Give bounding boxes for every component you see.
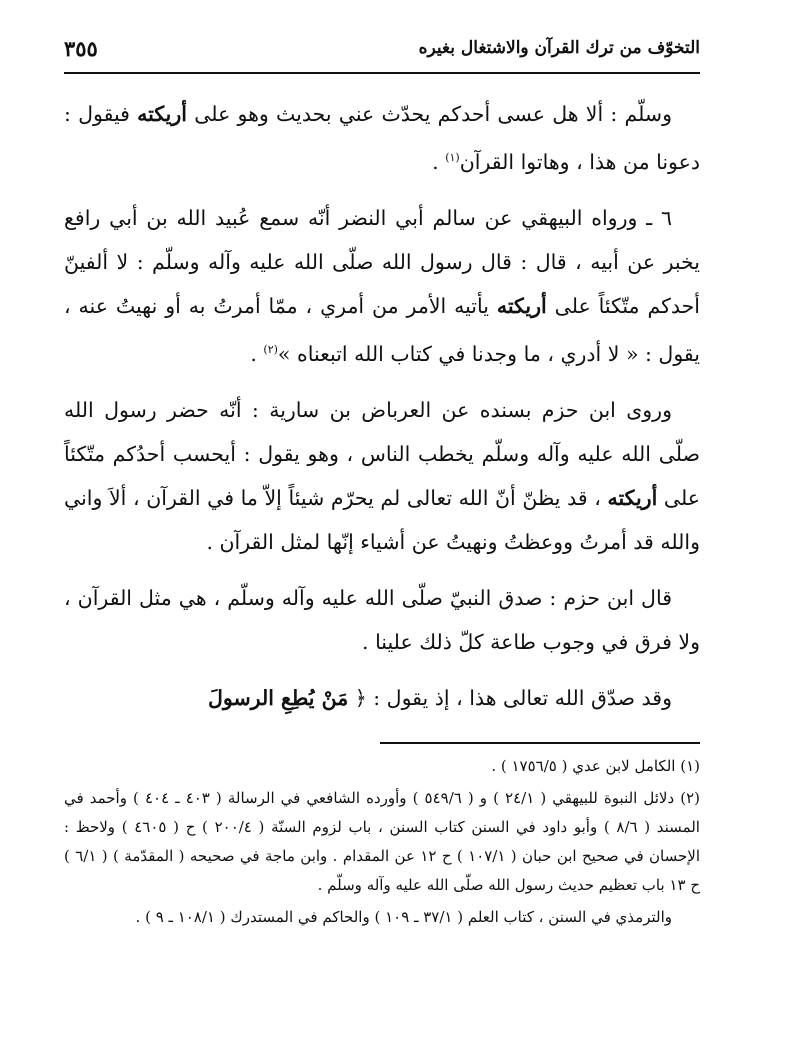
header-divider [64,72,700,74]
bold-term: أريكته [137,102,187,126]
footnote: (١) الكامل لابن عدي ( ١٧٥٦/٥ ) . [491,757,700,775]
paragraph: قال ابن حزم : صدق النبيّ صلّى الله عليه وآله وسلّم ، هي مثل القرآن ، ولا فرق في وجوب طاعة كلّ ذلك علينا . [64,585,700,654]
quran-quote: مَنْ يُطِعِ الرسولَ [208,685,349,710]
main-text [64,92,700,732]
footnotes [64,752,700,935]
paragraph: وقد صدّق الله تعالى هذا ، إذ يقول : ﴿ مَنْ يُطِعِ الرسولَ [208,685,672,710]
page-header [64,28,700,68]
page-number: ٣٥٥ [64,35,98,61]
paragraph: وسلّم : ألا هل عسى أحدكم يحدّث عني بحديث وهو على أريكته فيقول : دعونا من هذا ، وهاتوا القرآن$^{(١)}$ . [64,102,700,174]
footnote: (٢) دلائل النبوة للبيهقي ( ٢٤/١ ) و ( ٥٤٩/٦ ) وأورده الشافعي في الرسالة ( ٤٠٣ ـ ٤٠٤ ) وأحمد في المسند ( ٨/٦ ) وأبو داود في السنن كتاب السنن ، باب لزوم السنّة ( ٢٠٠/٤ ) ح ( ٤٦٠٥ ) ولاحظ : الإحسان في صحيح ابن حبان ( ١٠٧/١ ) ح ١٢ عن المقدام . وابن ماجة في صحيحه ( المقدّمة ) ( ٦/١ ) ح ١٣ باب تعظيم حديث رسول الله صلّى الله عليه وآله وسلّم . [64,789,701,894]
footnote-divider [380,742,700,744]
paragraph: ٦ ـ ورواه البيهقي عن سالم أبي النضر أنّه سمع عُبيد الله بن أبي رافع يخبر عن أبيه ، قال : قال رسول الله صلّى الله عليه وآله وسلّم : لا ألفينّ أحدكم متّكئاً على أريكته يأتيه الأمر من أمري ، ممّا أمرتُ به أو نهيتُ عنه ، يقول : « لا أدري ، ما وجدنا في كتاب الله اتبعناه »$^{(٢)}$ . [64,205,700,366]
footnote-ref: (٢) [263,342,278,356]
bold-term: أريكته [607,485,658,510]
bold-term: أريكته [496,293,547,318]
paragraph: وروى ابن حزم بسنده عن العرباض بن سارية : أنّه حضر رسول الله صلّى الله عليه وآله وسلّم يخطب الناس ، وهو يقول : أيحسب أحدُكم متّكئاً على أريكته ، قد يظنّ أنّ الله تعالى لم يحرّم شيئاً إلاّ ما في القرآن ، ألاَ واني والله قد أمرتُ ووعظتُ ونهيتُ عن أشياء إنّها لمثل القرآن . [64,397,700,554]
footnote-ref: (١) [445,151,460,164]
footnote-continuation: والترمذي في السنن ، كتاب العلم ( ٣٧/١ ـ ١٠٩ ) والحاكم في المستدرك ( ١٠٨/١ ـ ٩ ) . [135,908,672,926]
running-title: التخوّف من ترك القرآن والاشتغال بغيره [418,38,700,58]
